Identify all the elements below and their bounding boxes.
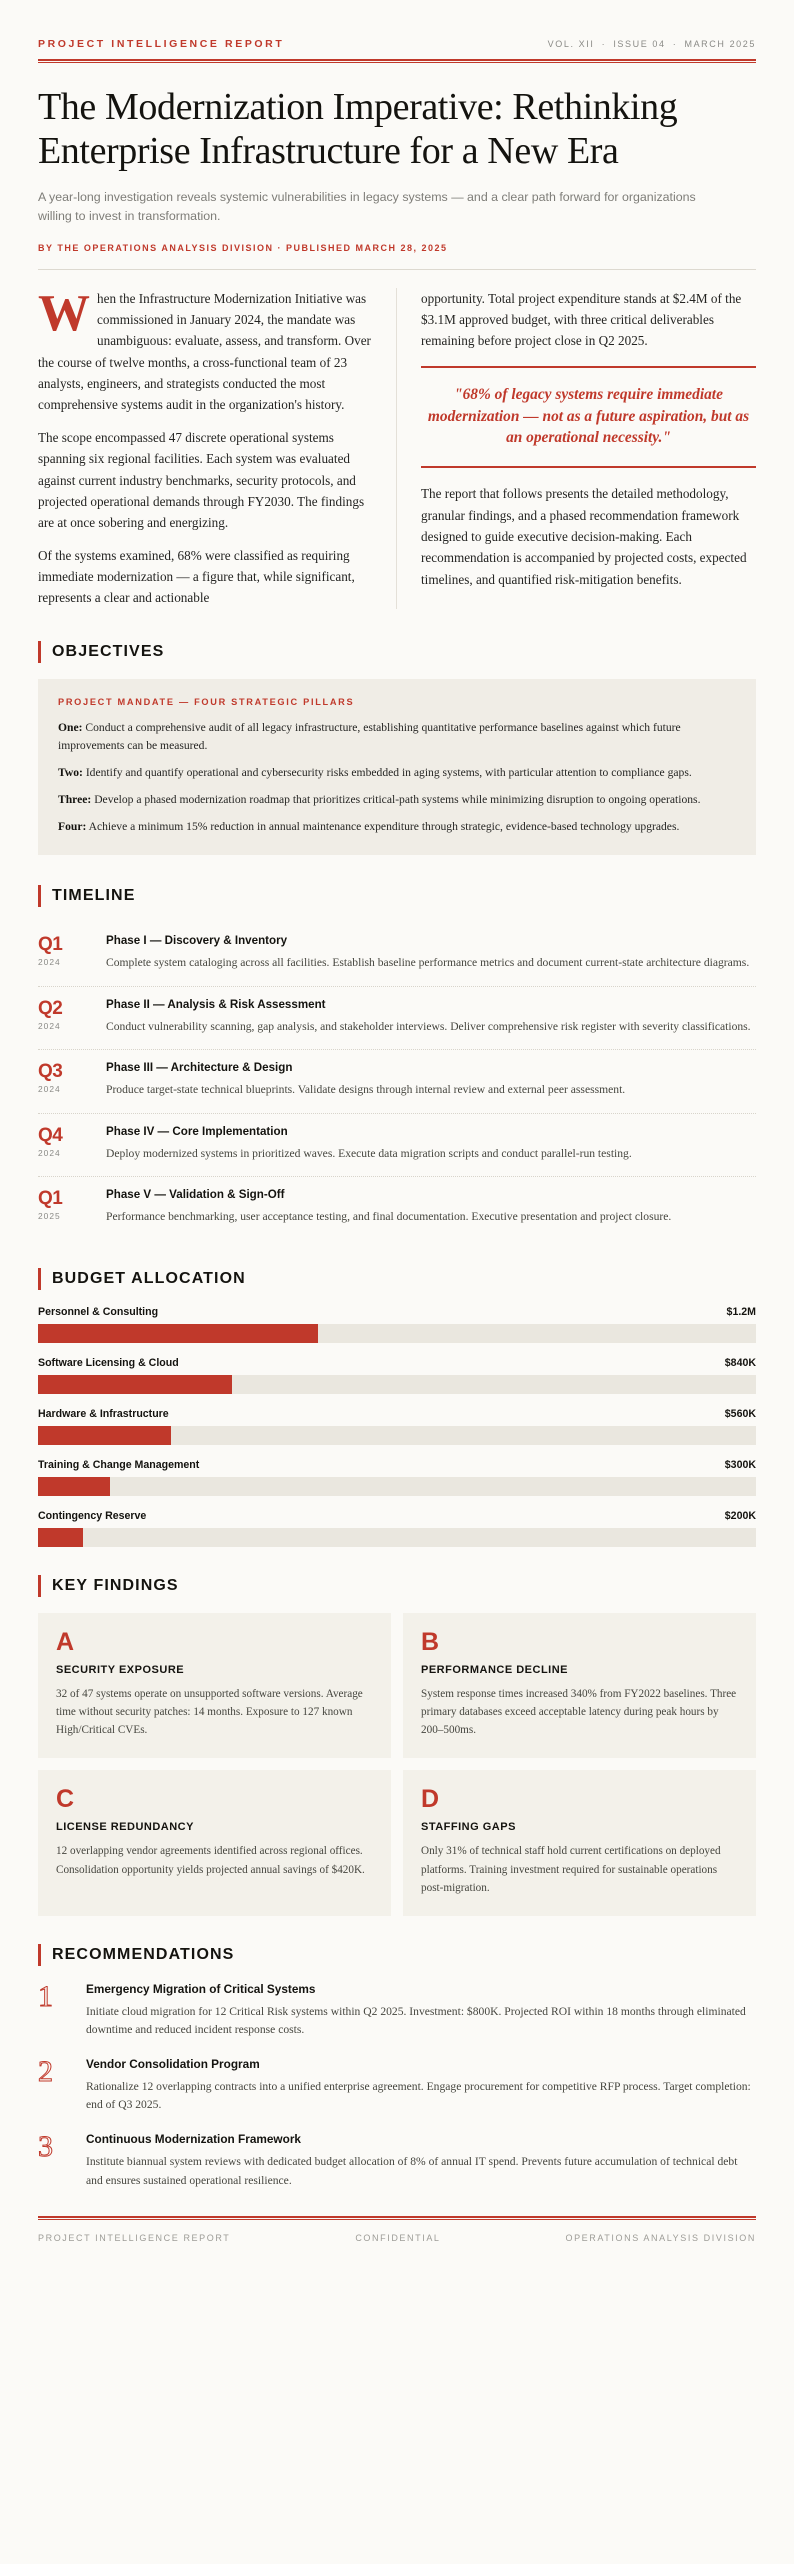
section-title-timeline: TIMELINE <box>52 887 136 905</box>
budget-value-label: $200K <box>724 1509 756 1522</box>
finding-letter: D <box>421 1785 440 1814</box>
objectives-kicker: PROJECT MANDATE — FOUR STRATEGIC PILLARS <box>58 696 355 707</box>
recommendation-text: Rationalize 12 overlapping contracts into a unified enterprise agreement. Engage procurement for competitive RFP process. Target completion: end of Q3 2025. <box>86 2079 751 2112</box>
timeline-period <box>38 1125 106 1164</box>
findings-grid <box>38 1613 756 1916</box>
timeline-content <box>106 1188 756 1227</box>
timeline-period <box>38 934 106 973</box>
intro-column-right <box>397 288 756 609</box>
timeline-period <box>38 1061 106 1100</box>
section-title-objectives: OBJECTIVES <box>52 642 165 660</box>
objective-label: Two: <box>58 766 83 779</box>
section-accent-bar <box>38 641 41 663</box>
budget-item <box>38 1306 756 1343</box>
budget-item-header <box>38 1408 756 1420</box>
timeline-phase-title: Phase IV — Core Implementation <box>106 1124 288 1138</box>
budget-value-label: $840K <box>724 1356 756 1369</box>
footer-right: OPERATIONS ANALYSIS DIVISION <box>565 2233 756 2244</box>
masthead-issue: ISSUE 04 <box>613 39 666 49</box>
intro-column-left <box>38 284 397 609</box>
timeline-phase-description: Performance benchmarking, user acceptance testing, and final documentation. Executive presentation and project closure. <box>106 1210 672 1224</box>
budget-bar-fill <box>38 1477 110 1496</box>
finding-text: System response times increased 340% from FY2022 baselines. Three primary databases exceed acceptable latency during peak hours by 200–500ms. <box>421 1687 737 1737</box>
timeline-quarter: Q2 <box>38 997 63 1019</box>
intro-paragraph-4: opportunity. Total project expenditure stands at $2.4M of the $3.1M approved budget, with three critical deliverables remaining before project close in Q2 2025. <box>421 290 742 349</box>
objective-item <box>58 764 736 782</box>
objectives-panel <box>38 679 756 855</box>
timeline-row <box>38 1114 756 1178</box>
section-title-budget: BUDGET ALLOCATION <box>52 1269 246 1287</box>
timeline-list <box>38 923 756 1240</box>
page-deck: A year-long investigation reveals systemic vulnerabilities in legacy systems — and a clear path forward for organizations willing to invest in transformation. <box>38 190 696 224</box>
objective-item <box>58 791 736 809</box>
timeline-quarter: Q3 <box>38 1061 63 1083</box>
timeline-row <box>38 923 756 987</box>
timeline-content <box>106 998 756 1037</box>
finding-card <box>403 1770 756 1915</box>
budget-item <box>38 1510 756 1547</box>
masthead-meta <box>548 39 756 49</box>
budget-category-label: Training & Change Management <box>38 1458 200 1471</box>
masthead-separator-1: · <box>601 39 607 49</box>
objective-item <box>58 818 736 836</box>
section-header-recommendations <box>38 1944 756 1966</box>
objective-label: One: <box>58 720 83 734</box>
timeline-phase-description: Produce target-state technical blueprints. Validate designs through internal review and external peer assessment. <box>106 1083 626 1097</box>
finding-letter: C <box>56 1785 75 1814</box>
recommendation-title: Emergency Migration of Critical Systems <box>86 1981 316 1996</box>
footer <box>38 2233 756 2289</box>
timeline-period <box>38 1188 106 1227</box>
section-header-timeline <box>38 885 756 907</box>
masthead-separator-2: · <box>672 39 678 49</box>
budget-bar-track <box>38 1375 756 1394</box>
timeline-phase-description: Complete system cataloging across all facilities. Establish baseline performance metrics and document current-state architecture diagrams. <box>106 956 750 970</box>
budget-bar-fill <box>38 1324 318 1343</box>
budget-value-label: $560K <box>724 1407 756 1420</box>
intro-paragraph-1: When the Infrastructure Modernization Initiative was commissioned in January 2024, the mandate was unambiguous: evaluate, assess, and transform. Over the course of twelve months, a cross-functional team of 23 analysts, engineers, and strategists conducted the most comprehensive systems audit in the organization's history. <box>38 284 371 413</box>
footer-left: PROJECT INTELLIGENCE REPORT <box>38 2233 231 2244</box>
budget-value-label: $1.2M <box>726 1305 756 1318</box>
timeline-quarter: Q1 <box>38 934 63 956</box>
finding-text: 32 of 47 systems operate on unsupported software versions. Average time without security patches: 14 months. Exposure to 127 known High/Critical CVEs. <box>56 1687 363 1737</box>
recommendation-content <box>86 2057 756 2115</box>
recommendation-text: Institute biannual system reviews with dedicated budget allocation of 8% of annual IT spend. Prevents future accumulation of technical debt and ensures sustained operational resilience. <box>86 2155 738 2187</box>
section-title-recommendations: RECOMMENDATIONS <box>52 1945 235 1963</box>
timeline-phase-title: Phase V — Validation & Sign-Off <box>106 1188 285 1202</box>
recommendation-number: 1 <box>38 1979 53 2013</box>
section-header-budget <box>38 1268 756 1290</box>
objective-text: Identify and quantify operational and cybersecurity risks embedded in aging systems, with particular attention to compliance gaps. <box>85 766 692 779</box>
masthead <box>38 38 756 59</box>
recommendation-number: 3 <box>38 2130 53 2163</box>
intro-paragraph-2: The scope encompassed 47 discrete operational systems spanning six regional facilities. Each system was evaluated against current industry benchmarks, security protocols, and projected operational demands through FY2030. The findings are at once sobering and energizing. <box>38 429 365 531</box>
finding-letter: B <box>421 1627 440 1656</box>
section-accent-bar <box>38 1944 41 1966</box>
finding-title: SECURITY EXPOSURE <box>56 1663 185 1676</box>
recommendation-content <box>86 1982 756 2040</box>
masthead-rule <box>38 59 756 63</box>
finding-letter: A <box>56 1627 75 1656</box>
timeline-year: 2025 <box>38 1211 61 1222</box>
recommendation-row <box>38 2132 756 2190</box>
finding-text: Only 31% of technical staff hold current certifications on deployed platforms. Training investment required for sustainable operations post-migration. <box>421 1845 721 1894</box>
recommendation-title: Vendor Consolidation Program <box>86 2056 260 2071</box>
timeline-phase-description: Conduct vulnerability scanning, gap analysis, and stakeholder interviews. Deliver comprehensive risk register with severity classifications. <box>106 1019 751 1033</box>
finding-text: 12 overlapping vendor agreements identified across regional offices. Consolidation opportunity yields projected annual savings of $420K. <box>56 1845 365 1876</box>
budget-bar-chart <box>38 1306 756 1547</box>
objective-text: Develop a phased modernization roadmap that prioritizes critical-path systems while minimizing disruption to ongoing operations. <box>94 793 701 807</box>
recommendation-title: Continuous Modernization Framework <box>86 2132 301 2146</box>
recommendations-list <box>38 1979 756 2190</box>
timeline-row <box>38 1177 756 1240</box>
recommendation-content <box>86 2132 756 2190</box>
timeline-phase-description: Deploy modernized systems in prioritized waves. Execute data migration scripts and conduct parallel-run testing. <box>106 1146 632 1160</box>
timeline-row <box>38 1050 756 1114</box>
budget-bar-track <box>38 1528 756 1547</box>
budget-value-label: $300K <box>724 1458 756 1471</box>
objective-text: Achieve a minimum 15% reduction in annual maintenance expenditure through strategic, evidence-based technology upgrades. <box>88 820 680 834</box>
footer-rule <box>38 2216 756 2220</box>
budget-category-label: Software Licensing & Cloud <box>38 1356 179 1369</box>
budget-category-label: Hardware & Infrastructure <box>38 1407 169 1420</box>
timeline-quarter: Q4 <box>38 1124 63 1146</box>
budget-item-header <box>38 1459 756 1471</box>
recommendation-row <box>38 2054 756 2115</box>
timeline-phase-title: Phase II — Analysis & Risk Assessment <box>106 997 326 1011</box>
intro-columns <box>38 284 756 635</box>
finding-title: LICENSE REDUNDANCY <box>56 1821 194 1834</box>
timeline-year: 2024 <box>38 1084 61 1095</box>
intro-paragraph-3: Of the systems examined, 68% were classified as requiring immediate modernization — a figure that, while significant, represents a clear and actionable <box>38 547 355 606</box>
section-accent-bar <box>38 1575 41 1597</box>
budget-category-label: Personnel & Consulting <box>38 1305 159 1318</box>
budget-bar-fill <box>38 1426 171 1445</box>
byline-rule <box>38 269 756 270</box>
intro-paragraph-5: The report that follows presents the detailed methodology, granular findings, and a phased recommendation framework designed to guide executive decision-making. Each recommendation is accompanied by projected costs, expected timelines, and quantified risk-mitigation benefits. <box>421 486 747 587</box>
timeline-year: 2024 <box>38 1147 61 1158</box>
section-title-findings: KEY FINDINGS <box>52 1576 179 1594</box>
masthead-volume: VOL. XII <box>547 39 595 49</box>
budget-item <box>38 1357 756 1394</box>
budget-item <box>38 1408 756 1445</box>
pull-quote: "68% of legacy systems require immediate modernization — not as a future aspiration, but as an operational necessity." <box>421 366 756 469</box>
section-header-findings <box>38 1575 756 1597</box>
finding-card <box>38 1770 391 1915</box>
byline: BY THE OPERATIONS ANALYSIS DIVISION · PUBLISHED MARCH 28, 2025 <box>38 242 448 253</box>
timeline-period <box>38 998 106 1037</box>
objective-text: Conduct a comprehensive audit of all legacy infrastructure, establishing quantitative performance baselines against which future improvements can be measured. <box>58 720 681 752</box>
objective-label: Four: <box>58 820 87 834</box>
finding-card <box>403 1613 756 1758</box>
timeline-year: 2024 <box>38 1020 61 1031</box>
timeline-phase-title: Phase III — Architecture & Design <box>106 1061 293 1075</box>
section-accent-bar <box>38 885 41 907</box>
budget-item <box>38 1459 756 1496</box>
recommendation-row <box>38 1979 756 2040</box>
timeline-year: 2024 <box>38 957 61 968</box>
budget-bar-fill <box>38 1375 232 1394</box>
budget-item-header <box>38 1357 756 1369</box>
budget-bar-track <box>38 1477 756 1496</box>
page-title: The Modernization Imperative: Rethinking Enterprise Infrastructure for a New Era <box>38 86 678 173</box>
finding-title: STAFFING GAPS <box>421 1821 516 1834</box>
budget-category-label: Contingency Reserve <box>38 1509 147 1522</box>
finding-card <box>38 1613 391 1758</box>
timeline-quarter: Q1 <box>38 1188 63 1210</box>
objective-label: Three: <box>58 793 92 807</box>
budget-item-header <box>38 1510 756 1522</box>
masthead-brand: PROJECT INTELLIGENCE REPORT <box>38 38 285 50</box>
footer-center: CONFIDENTIAL <box>355 2233 441 2244</box>
timeline-content <box>106 1125 756 1164</box>
section-header-objectives <box>38 641 756 663</box>
masthead-date: MARCH 2025 <box>684 39 756 49</box>
budget-bar-track <box>38 1324 756 1343</box>
budget-bar-fill <box>38 1528 83 1547</box>
budget-item-header <box>38 1306 756 1318</box>
section-accent-bar <box>38 1268 41 1290</box>
objective-item <box>58 719 736 755</box>
timeline-row <box>38 987 756 1051</box>
timeline-content <box>106 934 756 973</box>
timeline-phase-title: Phase I — Discovery & Inventory <box>106 934 288 948</box>
recommendation-number: 2 <box>38 2054 53 2088</box>
budget-bar-track <box>38 1426 756 1445</box>
finding-title: PERFORMANCE DECLINE <box>421 1663 569 1676</box>
timeline-content <box>106 1061 756 1100</box>
recommendation-text: Initiate cloud migration for 12 Critical Risk systems within Q2 2025. Investment: $800K. Projected ROI within 18 months through eliminated downtime and reduced incident response costs. <box>86 2004 746 2037</box>
